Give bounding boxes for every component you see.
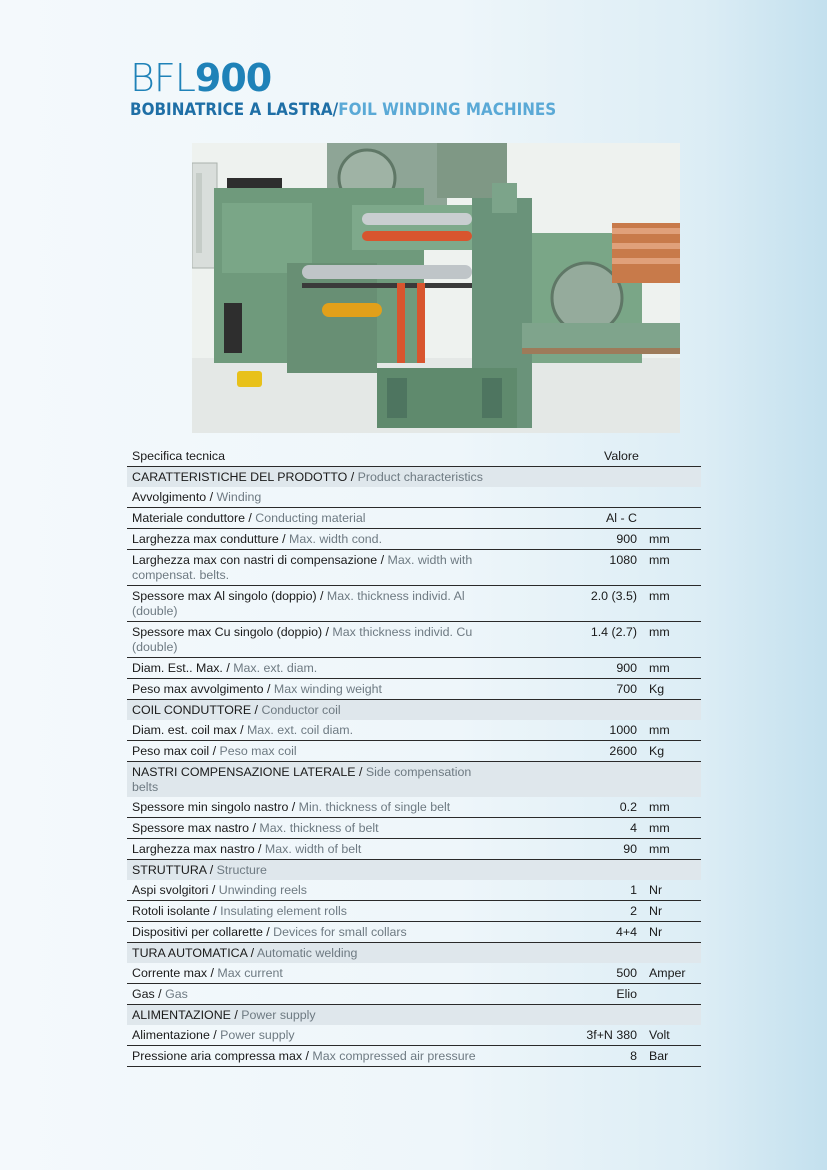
table-row: [127, 720, 701, 741]
label-english: Devices for small collars: [273, 925, 407, 939]
section-row: [127, 1005, 701, 1025]
header-spec-label: Specifica tecnica: [132, 449, 225, 463]
label-italian: Materiale conduttore: [132, 511, 245, 525]
label-italian: Larghezza max condutture: [132, 532, 279, 546]
spec-table: [127, 446, 701, 1067]
label-english: Power supply: [220, 1028, 295, 1042]
row-label: [127, 922, 499, 942]
table-row: [127, 880, 701, 901]
table-row: [127, 1025, 701, 1046]
table-row: [127, 741, 701, 762]
row-unit: [645, 487, 701, 507]
row-value: 2: [630, 904, 637, 918]
row-value: Al - C: [606, 511, 637, 525]
label-english: Max. width of belt: [264, 842, 362, 856]
row-label: [127, 508, 499, 528]
label-separator: /: [207, 966, 218, 980]
label-italian: ALIMENTAZIONE: [132, 1008, 231, 1022]
label-separator: /: [302, 1049, 313, 1063]
label-separator: /: [262, 925, 274, 939]
row-value: [499, 943, 645, 963]
row-unit: Amper: [649, 966, 686, 980]
row-label: [127, 839, 499, 859]
machine-photo: [192, 143, 680, 433]
row-value: [499, 762, 645, 797]
row-label: [127, 586, 499, 621]
label-english: Peso max coil: [219, 744, 297, 758]
label-italian: NASTRI COMPENSAZIONE LATERALE: [132, 765, 356, 779]
row-label: [127, 1005, 499, 1025]
row-label: [127, 818, 499, 838]
row-value: 2600: [609, 744, 637, 758]
section-row: [127, 860, 701, 880]
label-italian: Peso max avvolgimento: [132, 682, 264, 696]
table-row: [127, 586, 701, 622]
label-separator: /: [209, 744, 220, 758]
row-value: 1000: [609, 723, 637, 737]
section-row: [127, 762, 701, 797]
row-value: Elio: [616, 987, 637, 1001]
label-english: Max thickness individ. Cu (double): [132, 625, 473, 654]
label-separator: /: [209, 1028, 221, 1042]
label-italian: Spessore max Al singolo (doppio): [132, 589, 317, 603]
label-english: Max. width cond.: [289, 532, 383, 546]
label-english: Automatic welding: [256, 946, 358, 960]
label-english: Max. thickness individ. Al (double): [132, 589, 465, 618]
row-label: [127, 860, 499, 880]
table-row: [127, 487, 701, 508]
label-italian: Aspi svolgitori: [132, 883, 209, 897]
row-unit: mm: [649, 625, 670, 639]
row-label: [127, 984, 499, 1004]
row-label: [127, 880, 499, 900]
label-separator: /: [288, 800, 299, 814]
label-english: Min. thickness of single belt: [298, 800, 451, 814]
row-value: 8: [630, 1049, 637, 1063]
label-italian: Avvolgimento: [132, 490, 207, 504]
row-unit: mm: [649, 661, 670, 675]
label-italian: Diam. est. coil max: [132, 723, 237, 737]
row-unit: mm: [649, 842, 670, 856]
label-separator: /: [236, 723, 247, 737]
row-unit: mm: [649, 800, 670, 814]
label-separator: /: [278, 532, 290, 546]
row-value: 0.2: [619, 800, 637, 814]
label-english: Winding: [216, 490, 262, 504]
row-value: 3f+N 380: [586, 1028, 637, 1042]
section-row: [127, 943, 701, 963]
row-unit: [645, 508, 701, 528]
label-english: Max. thickness of belt: [259, 821, 379, 835]
row-unit: Bar: [649, 1049, 669, 1063]
row-value: 90: [623, 842, 637, 856]
label-italian: Larghezza max con nastri di compensazione: [132, 553, 378, 567]
label-english: Gas: [165, 987, 188, 1001]
row-unit: [645, 762, 701, 797]
table-body: [127, 467, 701, 1067]
label-separator: /: [206, 490, 217, 504]
label-italian: TURA AUTOMATICA: [132, 946, 248, 960]
row-unit: mm: [649, 532, 670, 546]
row-unit: mm: [649, 589, 670, 603]
label-italian: Larghezza max nastro: [132, 842, 255, 856]
subtitle-italian: BOBINATRICE A LASTRA: [130, 100, 333, 119]
label-english: Conductor coil: [261, 703, 341, 717]
row-label: [127, 741, 499, 761]
row-label: [127, 1046, 499, 1066]
row-value: 2.0 (3.5): [590, 589, 637, 603]
label-separator: /: [263, 682, 274, 696]
label-english: Insulating element rolls: [220, 904, 347, 918]
label-italian: Pressione aria compressa max: [132, 1049, 303, 1063]
table-row: [127, 963, 701, 984]
label-separator: /: [251, 703, 262, 717]
row-value: 1080: [609, 553, 637, 567]
table-row: [127, 984, 701, 1005]
table-row: [127, 901, 701, 922]
label-separator: /: [154, 987, 166, 1001]
row-value: [499, 1005, 645, 1025]
row-label: [127, 943, 499, 963]
label-italian: Spessore max Cu singolo (doppio): [132, 625, 323, 639]
row-value: [499, 860, 645, 880]
label-separator: /: [254, 842, 265, 856]
row-label: [127, 1025, 499, 1045]
row-value: 1: [630, 883, 637, 897]
row-unit: Volt: [649, 1028, 670, 1042]
label-italian: Dispositivi per collarette: [132, 925, 263, 939]
row-label: [127, 679, 499, 699]
label-italian: COIL CONDUTTORE: [132, 703, 252, 717]
label-english: Max. width with compensat. belts.: [132, 553, 473, 582]
label-separator: /: [230, 1008, 242, 1022]
row-unit: [645, 860, 701, 880]
row-label: [127, 467, 499, 487]
row-unit: mm: [649, 553, 670, 567]
label-english: Max winding weight: [273, 682, 383, 696]
row-label: [127, 901, 499, 921]
row-unit: Kg: [649, 682, 665, 696]
subtitle-separator: /: [332, 100, 339, 119]
label-italian: Peso max coil: [132, 744, 210, 758]
table-row: [127, 922, 701, 943]
label-english: Power supply: [241, 1008, 316, 1022]
label-italian: Spessore max nastro: [132, 821, 250, 835]
label-italian: Corrente max: [132, 966, 208, 980]
label-separator: /: [244, 511, 256, 525]
row-label: [127, 529, 499, 549]
table-row: [127, 818, 701, 839]
product-subtitle: [130, 100, 556, 119]
foil-winding-machine-image: [192, 143, 680, 433]
table-row: [127, 529, 701, 550]
model-prefix: BFL: [130, 56, 195, 100]
label-italian: STRUTTURA: [132, 863, 207, 877]
label-italian: Gas: [132, 987, 155, 1001]
row-value: 1.4 (2.7): [590, 625, 637, 639]
label-italian: Spessore min singolo nastro: [132, 800, 289, 814]
row-value: [499, 487, 645, 507]
table-header: [127, 446, 701, 467]
label-english: Max current: [217, 966, 283, 980]
label-separator: /: [222, 661, 234, 675]
row-value: 700: [616, 682, 637, 696]
row-value: [499, 467, 645, 487]
title-block: [130, 58, 593, 119]
header-value-label: Valore: [604, 449, 639, 463]
label-italian: Diam. Est.. Max.: [132, 661, 223, 675]
label-separator: /: [247, 946, 257, 960]
row-value: 500: [616, 966, 637, 980]
row-label: [127, 797, 499, 817]
subtitle-english: FOIL WINDING MACHINES: [338, 100, 557, 119]
row-label: [127, 550, 499, 585]
row-value: [499, 700, 645, 720]
label-separator: /: [208, 883, 219, 897]
label-separator: /: [355, 765, 366, 779]
section-row: [127, 467, 701, 487]
label-separator: /: [209, 904, 221, 918]
row-unit: [645, 943, 701, 963]
row-unit: Nr: [649, 883, 663, 897]
row-unit: Nr: [649, 904, 663, 918]
label-english: Conducting material: [255, 511, 366, 525]
label-separator: /: [322, 625, 333, 639]
table-row: [127, 839, 701, 860]
row-value: 4: [630, 821, 637, 835]
row-unit: mm: [649, 723, 670, 737]
table-row: [127, 622, 701, 658]
model-number: 900: [194, 56, 272, 100]
label-english: Max compressed air pressure: [312, 1049, 476, 1063]
label-english: Unwinding reels: [218, 883, 307, 897]
row-unit: mm: [649, 821, 670, 835]
row-label: [127, 622, 499, 657]
label-separator: /: [316, 589, 327, 603]
row-label: [127, 963, 499, 983]
label-italian: Alimentazione: [132, 1028, 210, 1042]
row-value: 900: [616, 661, 637, 675]
table-row: [127, 550, 701, 586]
row-label: [127, 720, 499, 740]
table-row: [127, 508, 701, 529]
row-label: [127, 700, 499, 720]
label-english: Product characteristics: [357, 470, 483, 484]
label-separator: /: [377, 553, 388, 567]
row-unit: [645, 1005, 701, 1025]
row-unit: [645, 984, 701, 1004]
row-value: 900: [616, 532, 637, 546]
row-value: 4+4: [615, 925, 637, 939]
row-unit: Nr: [649, 925, 663, 939]
section-row: [127, 700, 701, 720]
row-unit: [645, 467, 701, 487]
label-english: Structure: [216, 863, 267, 877]
table-row: [127, 658, 701, 679]
label-separator: /: [206, 863, 217, 877]
row-unit: Kg: [649, 744, 665, 758]
row-label: [127, 658, 499, 678]
table-row: [127, 797, 701, 818]
label-italian: Rotoli isolante: [132, 904, 210, 918]
row-label: [127, 487, 499, 507]
row-label: [127, 762, 499, 797]
label-italian: CARATTERISTICHE DEL PRODOTTO: [132, 470, 348, 484]
label-separator: /: [347, 470, 358, 484]
label-english: Max. ext. diam.: [233, 661, 318, 675]
label-english: Max. ext. coil diam.: [246, 723, 354, 737]
table-row: [127, 1046, 701, 1067]
table-row: [127, 679, 701, 700]
row-unit: [645, 700, 701, 720]
label-separator: /: [249, 821, 260, 835]
label-english: Side compensation belts: [132, 765, 472, 794]
model-name: [130, 58, 593, 98]
